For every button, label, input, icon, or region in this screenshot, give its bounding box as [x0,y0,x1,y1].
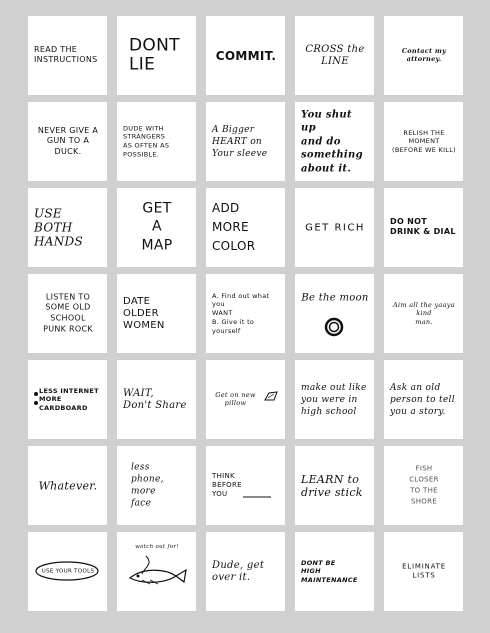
quote-card [206,532,285,611]
quote-card-grid [28,16,463,611]
card-text: Whatever. [38,478,98,492]
quote-card [384,188,463,267]
quote-card [384,274,463,353]
quote-card [295,274,374,353]
quote-card [28,102,107,181]
quote-card [206,188,285,267]
card-text: Ask an old person to tell you a story. [390,382,455,417]
card-text: less phone, more face [131,462,164,509]
quote-card [384,532,463,611]
card-text: ELIMINATE LISTS [402,562,446,580]
card-text: Get on new pillow [215,390,256,408]
underline-stroke [242,495,272,499]
quote-card [295,446,374,525]
quote-card [295,532,374,611]
card-text: DONT LIE [129,34,180,75]
card-text: DONT BE HIGH MAINTENANCE [301,558,358,584]
quote-card [384,102,463,181]
quote-card [117,360,196,439]
quote-card [117,532,196,611]
card-text: USE BOTH HANDS [34,205,83,249]
quote-card [206,16,285,95]
card-text: LEARN to drive stick [301,472,363,499]
card-text: RELISH THE MOMENT (BEFORE WE KILL) [391,128,456,154]
card-text: THINK BEFORE YOU [212,471,242,499]
fish-hook-doodle [124,554,190,594]
quote-card [117,16,196,95]
card-text: LISTEN TO SOME OLD SCHOOL PUNK ROCK [43,291,93,334]
card-text: Be the moon [301,291,369,303]
quote-card [295,16,374,95]
card-text: A Bigger HEART on Your sleeve [212,124,268,159]
quote-card [117,274,196,353]
card-text: NEVER GIVE A GUN TO A DUCK. [37,125,99,156]
quote-card [28,188,107,267]
quote-card [117,188,196,267]
card-text: USE YOUR TOOLS [41,567,95,574]
card-text: DUDE WITH STRANGERS AS OFTEN AS POSSIBLE. [123,123,170,159]
card-text: Dude, get over it. [212,559,265,583]
quote-card [28,532,107,611]
quote-card [28,360,107,439]
card-text: watch out for! [135,544,179,550]
card-text: GET A MAP [141,200,173,254]
card-text: DO NOT DRINK & DIAL [390,216,456,237]
quote-card [117,446,196,525]
quote-card [295,102,374,181]
card-text: make out like you were in high school [301,382,367,417]
quote-card [206,360,285,439]
quote-card [206,102,285,181]
card-text: Aim all the yaaya kind man. [393,300,455,326]
pillow-icon [263,390,279,404]
quote-card [28,274,107,353]
card-text: Contact my attorney. [401,46,447,64]
card-text: LESS INTERNET MORE CARDBOARD [39,386,99,412]
card-text: DATE OLDER WOMEN [123,295,165,331]
quote-card [295,188,374,267]
quote-card [117,102,196,181]
card-text: ADD MORE COLOR [212,200,256,254]
card-text: A. Find out what you WANT B. Give it to yourself [212,291,270,335]
card-text: FISH CLOSER TO THE SHORE [409,464,439,506]
card-text: GET RICH [305,221,365,233]
card-text: COMMIT. [215,48,277,63]
card-text: WAIT, Don't Share [123,387,187,411]
moon-icon [322,316,346,338]
quote-card [384,446,463,525]
quote-card [206,446,285,525]
card-text: READ THE INSTRUCTIONS [34,44,98,65]
card-text: CROSS the LINE [305,43,365,67]
card-text: You shut up and do something about it. [301,108,363,174]
quote-card [28,16,107,95]
quote-card [28,446,107,525]
quote-card [384,360,463,439]
quote-card [384,16,463,95]
quote-card [206,274,285,353]
quote-card [295,360,374,439]
